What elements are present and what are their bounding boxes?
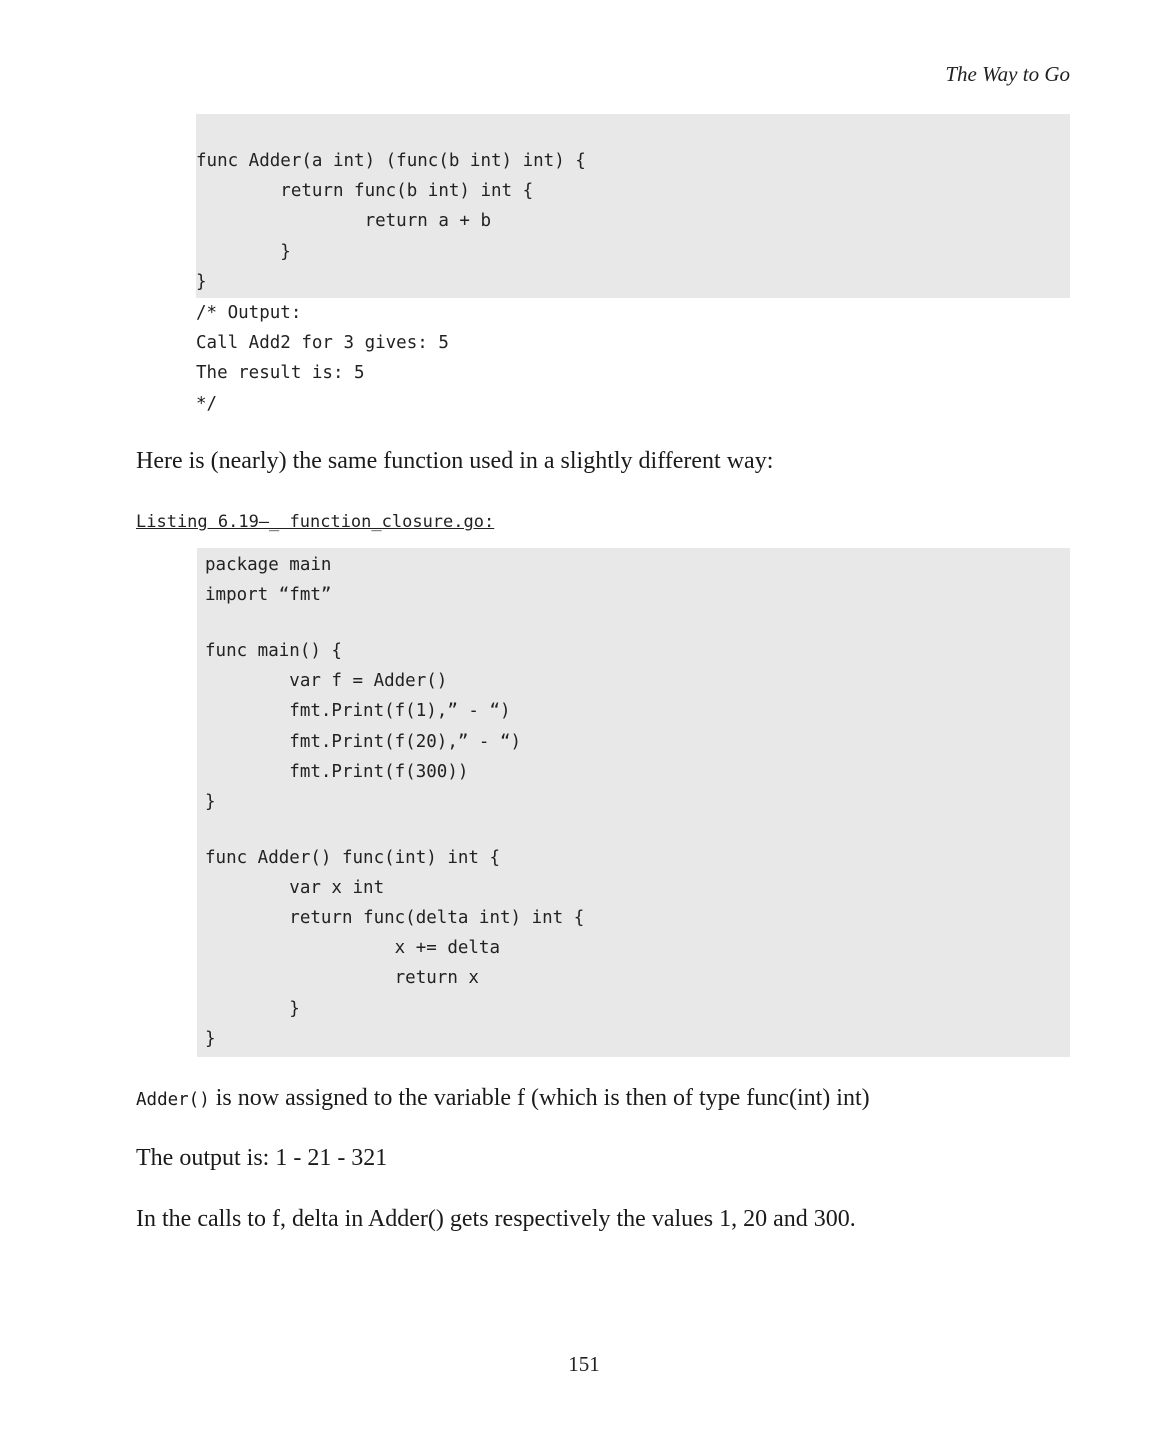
code-line: fmt.Print(f(20),” - “) [205,731,522,752]
code-line: var x int [205,877,385,898]
code-line: /* Output: [196,303,302,323]
code-line: } [205,998,300,1019]
paragraph-adder [136,1085,870,1112]
inline-code: Adder() [136,1090,210,1110]
code-line: return func(b int) int { [196,181,534,202]
code-block-2 [205,550,584,1054]
code-line: Call Add2 for 3 gives: 5 [196,333,449,354]
code-line: } [205,1028,216,1049]
listing-caption: Listing 6.19—_ function_closure.go: [136,512,495,532]
code-block-1 [196,146,586,297]
code-line: x += delta [205,938,501,959]
code-line: } [196,241,291,262]
code-line: var f = Adder() [205,671,448,692]
code-line: fmt.Print(f(300)) [205,761,469,782]
code-line: return a + b [196,211,492,232]
paragraph-intro: Here is (nearly) the same function used in a slightly different way: [136,448,774,474]
code-line: return x [205,968,479,989]
code-line: return func(delta int) int { [205,908,585,929]
paragraph-adder-text: is now assigned to the variable f (which is then of type func(int) int) [209,1085,870,1111]
code-line: The result is: 5 [196,363,365,384]
output-comment [196,298,449,419]
code-line: func main() { [205,640,342,661]
code-gap [205,610,584,636]
code-line: package main [205,555,332,575]
page-number: 151 [568,1352,600,1376]
code-line: } [205,791,216,812]
code-line: import “fmt” [205,585,332,606]
code-line: func Adder(a int) (func(b int) int) { [196,151,586,171]
code-line: } [196,271,207,292]
code-line: func Adder() func(int) int { [205,847,501,868]
code-line: */ [196,393,218,414]
running-header: The Way to Go [945,62,1070,86]
code-gap [205,817,584,843]
paragraph-output: The output is: 1 - 21 - 321 [136,1145,388,1171]
paragraph-calls: In the calls to f, delta in Adder() gets respectively the values 1, 20 and 300. [136,1206,856,1232]
code-line: fmt.Print(f(1),” - “) [205,701,511,722]
